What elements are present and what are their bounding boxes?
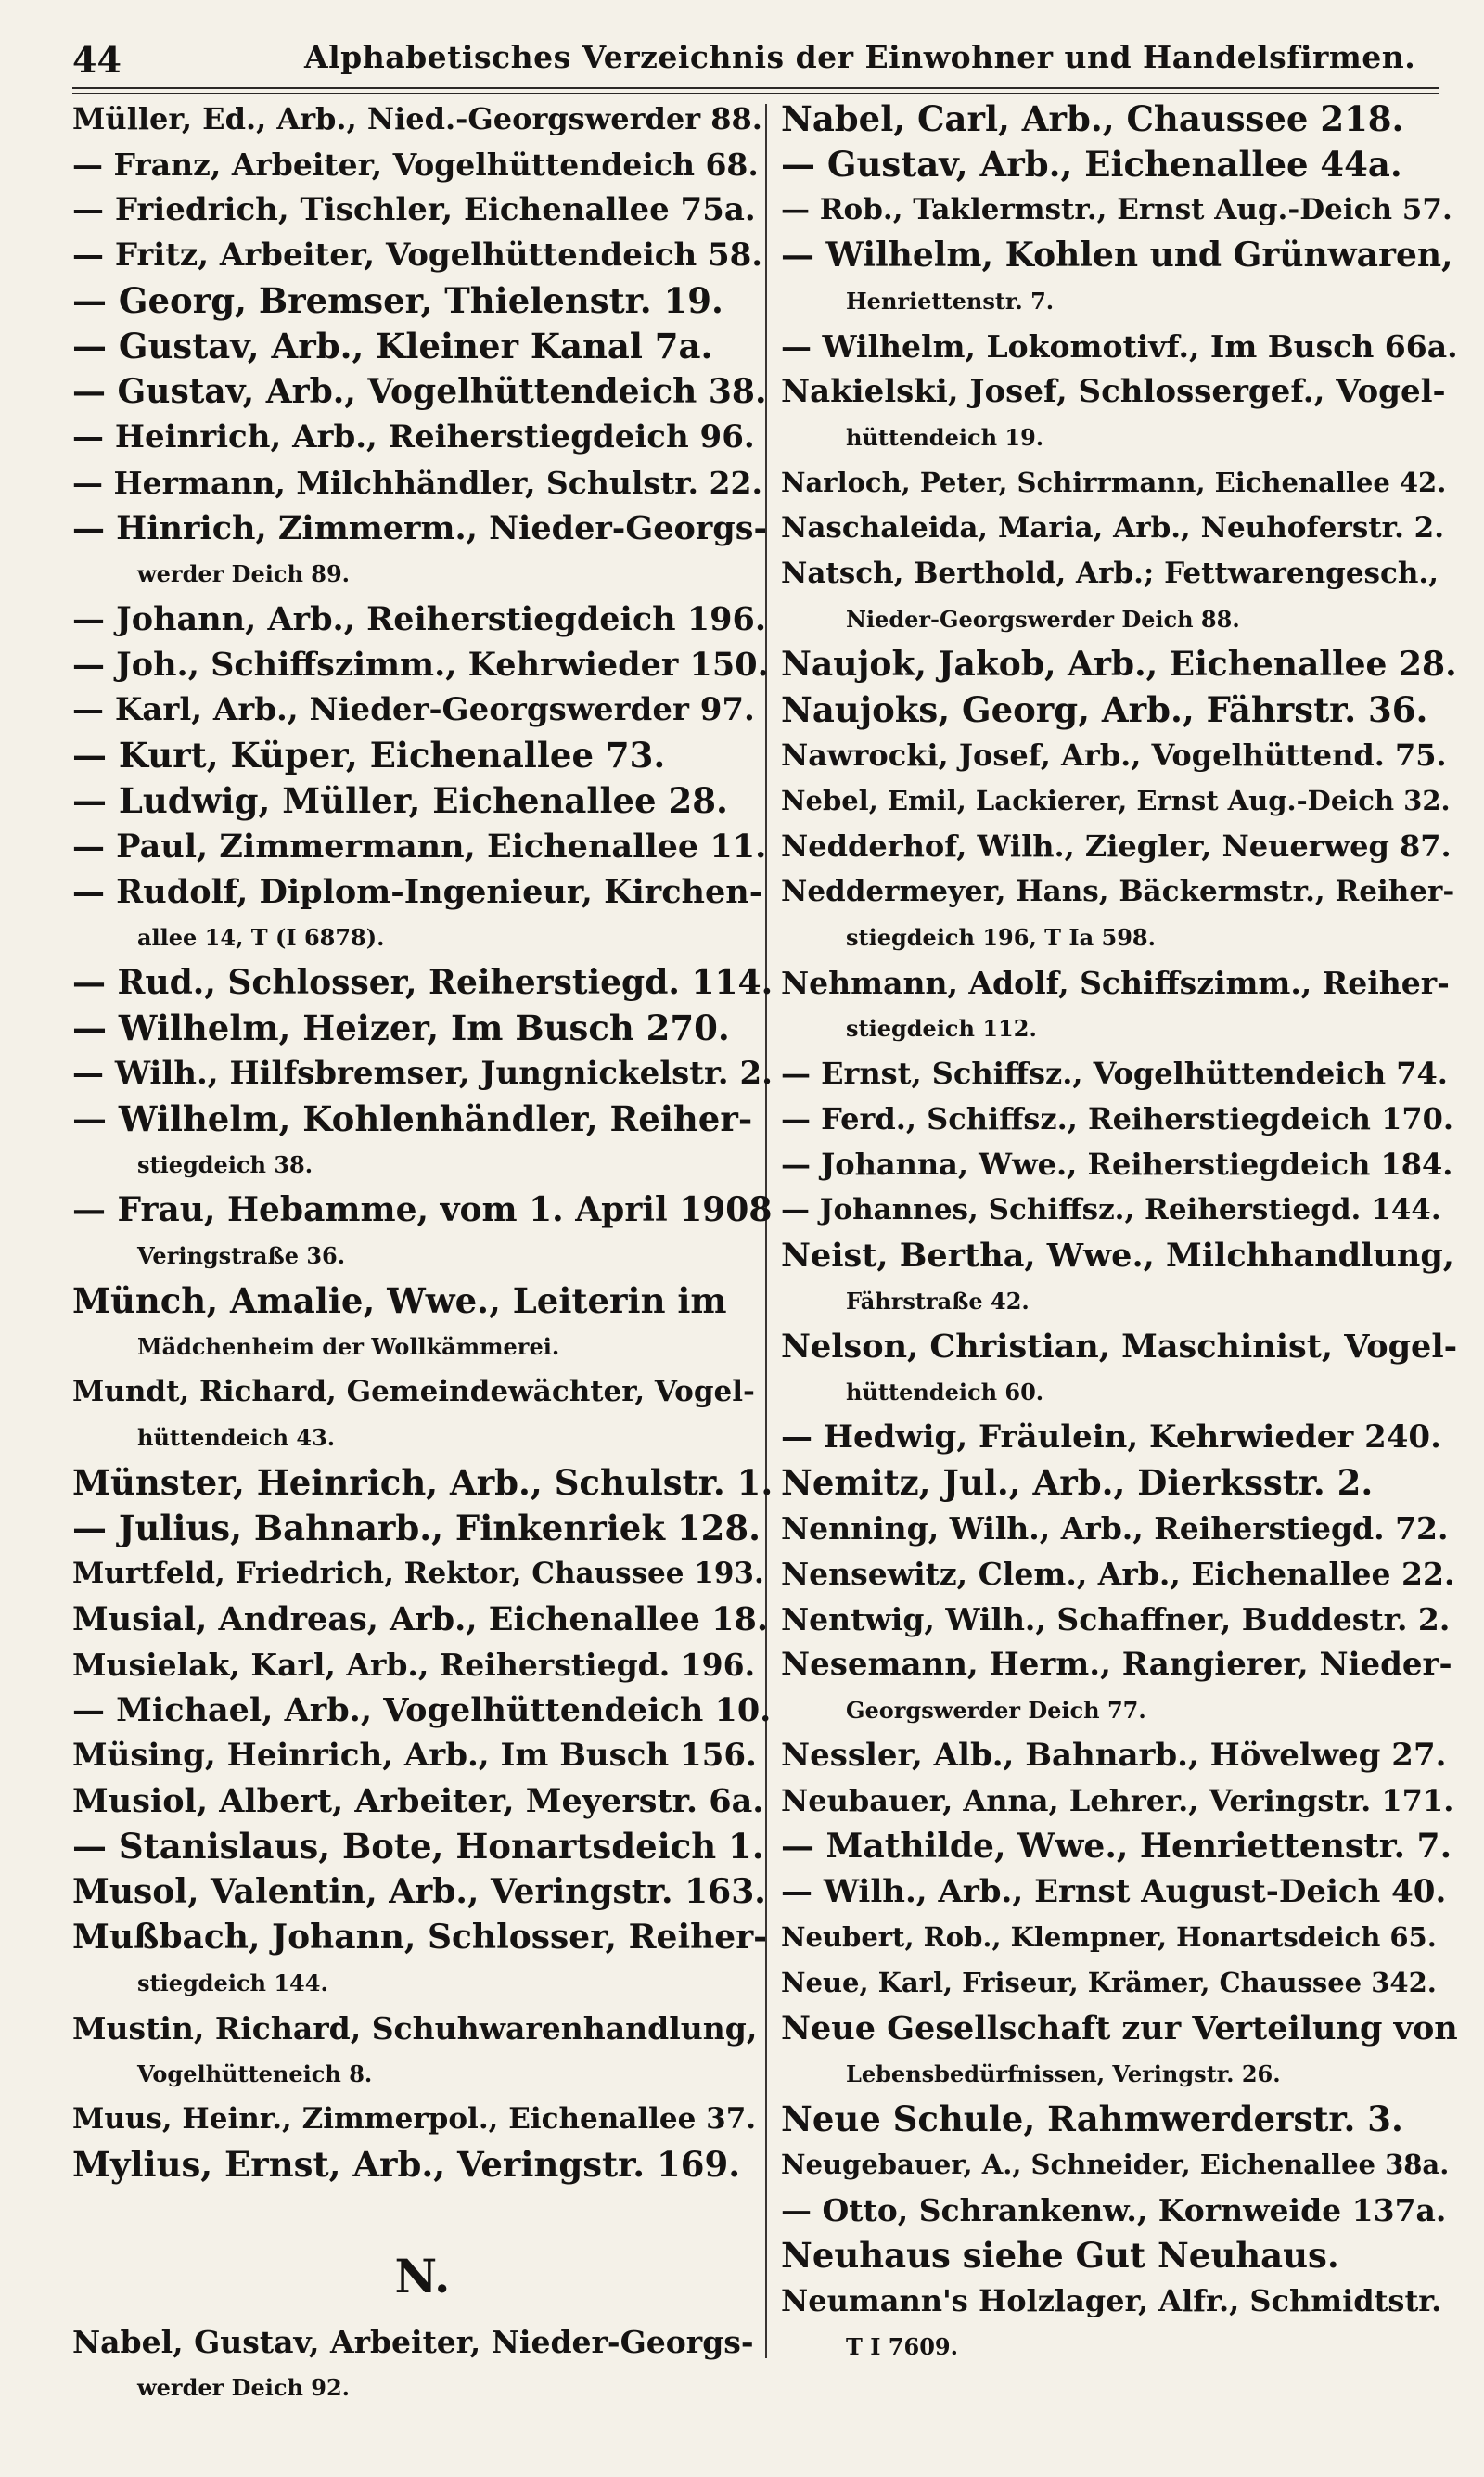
directory-entry	[72, 642, 773, 687]
entry-continuation: Veringstraße 36.	[137, 1242, 346, 1269]
directory-entry	[781, 1733, 1458, 1778]
directory-entry	[781, 1097, 1458, 1142]
entry-line: — Ferd., Schiffsz., Reiherstiegdeich 170.	[781, 1101, 1454, 1136]
entry-line: — Georg, Bremser, Thielenstr. 19.	[72, 280, 723, 321]
entry-line: — Karl, Arb., Nieder-Georgswerder 97.	[72, 691, 755, 728]
directory-entry	[72, 1097, 773, 1187]
entry-line: Nehmann, Adolf, Schiffszimm., Reiher-	[781, 965, 1450, 1001]
directory-entry	[72, 733, 773, 778]
entry-continuation: hüttendeich 19.	[846, 424, 1044, 451]
directory-entry	[72, 2006, 773, 2097]
entry-line: — Friedrich, Tischler, Eichenallee 75a.	[72, 191, 756, 228]
directory-entry	[781, 1551, 1458, 1597]
left-after-heading	[72, 2319, 773, 2410]
directory-entry	[72, 233, 773, 278]
entry-line: — Hinrich, Zimmerm., Nieder-Georgs-	[72, 509, 767, 547]
entry-line: Muus, Heinr., Zimmerpol., Eichenallee 37.	[72, 2102, 757, 2136]
directory-entry	[72, 824, 773, 869]
directory-entry	[781, 1324, 1458, 1415]
entry-line: Musol, Valentin, Arb., Veringstr. 163.	[72, 1872, 766, 1911]
entry-line: — Rud., Schlosser, Reiherstiegd. 114.	[72, 963, 774, 1002]
directory-entry	[72, 2097, 773, 2142]
directory-entry	[72, 96, 773, 142]
directory-entry	[72, 1733, 773, 1778]
page-number: 44	[72, 39, 122, 81]
directory-entry	[72, 187, 773, 233]
directory-entry	[72, 415, 773, 460]
entry-line: Münster, Heinrich, Arb., Schulstr. 1.	[72, 1462, 774, 1503]
directory-entry	[781, 1778, 1458, 1824]
entry-line: — Wilhelm, Heizer, Im Busch 270.	[72, 1007, 730, 1048]
directory-entry	[781, 1642, 1458, 1733]
entry-line: Neist, Bertha, Wwe., Milchhandlung,	[781, 1237, 1454, 1275]
entry-line: Neddermeyer, Hans, Bäckermstr., Reiher-	[781, 875, 1455, 908]
entry-line: Mußbach, Johann, Schlosser, Reiher-	[72, 1918, 768, 1957]
entry-line: Musial, Andreas, Arb., Eichenallee 18.	[72, 1600, 769, 1638]
directory-entry	[781, 869, 1458, 960]
entry-line: Münch, Amalie, Wwe., Leiterin im	[72, 1280, 727, 1321]
directory-entry	[781, 1960, 1458, 2006]
entry-line: — Hermann, Milchhändler, Schulstr. 22.	[72, 465, 762, 501]
directory-entry	[72, 1869, 773, 1915]
entry-line: — Ludwig, Müller, Eichenallee 28.	[72, 780, 728, 821]
entry-line: Neue, Karl, Friseur, Krämer, Chaussee 342.	[781, 1967, 1437, 1998]
entry-line: — Gustav, Arb., Eichenallee 44a.	[781, 144, 1402, 185]
entry-line: — Gustav, Arb., Vogelhüttendeich 38.	[72, 372, 767, 411]
directory-entry	[781, 233, 1458, 324]
directory-entry	[72, 1278, 773, 1369]
entry-line: Musiol, Albert, Arbeiter, Meyerstr. 6a.	[72, 1782, 764, 1820]
entry-line: Neue Gesellschaft zur Verteilung von	[781, 2009, 1458, 2047]
entry-continuation: T I 7609.	[846, 2333, 958, 2360]
entry-line: Musielak, Karl, Arb., Reiherstiegd. 196.	[72, 1647, 756, 1683]
running-title: Alphabetisches Verzeichnis der Einwohner und Handelsfirmen.	[304, 39, 1416, 75]
entry-line: Mylius, Ernst, Arb., Veringstr. 169.	[72, 2144, 741, 2185]
directory-entry	[72, 1051, 773, 1097]
directory-entry	[781, 1869, 1458, 1915]
entry-line: — Wilh., Arb., Ernst August-Deich 40.	[781, 1873, 1447, 1910]
entry-line: — Stanislaus, Bote, Honartsdeich 1.	[72, 1826, 764, 1867]
entry-line: Neugebauer, A., Schneider, Eichenallee 38a.	[781, 2149, 1450, 2180]
entry-continuation: stiegdeich 144.	[137, 1970, 328, 1996]
directory-entry	[72, 1642, 773, 1688]
left-entries	[72, 96, 773, 2188]
directory-entry	[72, 1688, 773, 1733]
entry-line: Naschaleida, Maria, Arb., Neuhoferstr. 2.	[781, 511, 1445, 545]
entry-line: Nebel, Emil, Lackierer, Ernst Aug.-Deich 32.	[781, 785, 1451, 816]
entry-continuation: hüttendeich 43.	[137, 1424, 336, 1451]
directory-entry	[72, 597, 773, 642]
entry-line: Naujok, Jakob, Arb., Eichenallee 28.	[781, 645, 1457, 684]
entry-continuation: Vogelhütteneich 8.	[137, 2060, 373, 2087]
directory-entry	[781, 460, 1458, 506]
entry-line: Naujoks, Georg, Arb., Fährstr. 36.	[781, 689, 1428, 730]
entry-line: — Heinrich, Arb., Reiherstiegdeich 96.	[72, 418, 755, 456]
entry-line: Nakielski, Josef, Schlossergef., Vogel-	[781, 373, 1446, 410]
entry-line: — Kurt, Küper, Eichenallee 73.	[72, 735, 666, 776]
entry-continuation: Lebensbedürfnissen, Veringstr. 26.	[846, 2060, 1281, 2087]
entry-line: Nesemann, Herm., Rangierer, Nieder-	[781, 1646, 1452, 1683]
directory-entry	[781, 733, 1458, 778]
right-column	[781, 96, 1458, 2369]
directory-entry	[781, 1142, 1458, 1187]
directory-entry	[781, 1051, 1458, 1097]
entry-line: — Wilhelm, Kohlenhändler, Reiher-	[72, 1098, 753, 1139]
directory-entry	[72, 1778, 773, 1824]
entry-line: — Johannes, Schiffsz., Reiherstiegd. 144.	[781, 1193, 1441, 1226]
directory-entry	[72, 687, 773, 733]
entry-line: — Wilhelm, Lokomotivf., Im Busch 66a.	[781, 328, 1458, 365]
directory-entry	[781, 1915, 1458, 1960]
directory-entry	[72, 778, 773, 824]
entry-line: — Ernst, Schiffsz., Vogelhüttendeich 74.	[781, 1056, 1448, 1091]
directory-entry	[781, 187, 1458, 233]
directory-entry	[781, 1824, 1458, 1869]
directory-entry	[781, 1460, 1458, 1506]
entry-line: Murtfeld, Friedrich, Rektor, Chaussee 193.	[72, 1557, 764, 1590]
entry-line: — Johanna, Wwe., Reiherstiegdeich 184.	[781, 1147, 1453, 1182]
entry-continuation: Nieder-Georgswerder Deich 88.	[846, 606, 1240, 633]
entry-line: — Paul, Zimmermann, Eichenallee 11.	[72, 828, 767, 866]
directory-entry	[72, 869, 773, 960]
entry-line: Nensewitz, Clem., Arb., Eichenallee 22.	[781, 1556, 1455, 1592]
entry-line: Müsing, Heinrich, Arb., Im Busch 156.	[72, 1737, 757, 1774]
entry-line: — Joh., Schiffszimm., Kehrwieder 150.	[72, 646, 769, 684]
entry-line: — Franz, Arbeiter, Vogelhüttendeich 68.	[72, 147, 759, 183]
directory-entry	[781, 506, 1458, 551]
directory-entry	[781, 142, 1458, 187]
entry-line: Nedderhof, Wilh., Ziegler, Neuerweg 87.	[781, 828, 1452, 864]
entry-line: Neuhaus siehe Gut Neuhaus.	[781, 2235, 1339, 2276]
right-entries	[781, 96, 1458, 2369]
directory-entry	[72, 960, 773, 1006]
entry-line: — Fritz, Arbeiter, Vogelhüttendeich 58.	[72, 237, 763, 274]
entry-line: — Gustav, Arb., Kleiner Kanal 7a.	[72, 326, 713, 366]
entry-continuation: werder Deich 92.	[137, 2374, 350, 2401]
directory-entry	[781, 324, 1458, 369]
directory-entry	[781, 1415, 1458, 1460]
directory-entry	[781, 2006, 1458, 2097]
directory-entry	[781, 960, 1458, 1051]
directory-entry	[72, 460, 773, 506]
directory-entry	[781, 1597, 1458, 1642]
directory-entry	[781, 2142, 1458, 2188]
entry-line: Müller, Ed., Arb., Nied.-Georgswerder 88.	[72, 101, 762, 136]
entry-line: — Wilhelm, Kohlen und Grünwaren,	[781, 236, 1453, 275]
entry-continuation: stiegdeich 38.	[137, 1151, 313, 1178]
entry-continuation: Mädchenheim der Wollkämmerei.	[137, 1333, 560, 1360]
left-column	[72, 96, 773, 2410]
directory-entry	[781, 1187, 1458, 1233]
entry-line: Nelson, Christian, Maschinist, Vogel-	[781, 1328, 1458, 1366]
entry-line: Mustin, Richard, Schuhwarenhandlung,	[72, 2010, 758, 2047]
directory-entry	[72, 324, 773, 369]
entry-continuation: stiegdeich 196, T Ia 598.	[846, 924, 1156, 951]
entry-line: — Frau, Hebamme, vom 1. April 1908	[72, 1190, 773, 1229]
entry-line: — Rob., Taklermstr., Ernst Aug.-Deich 57.	[781, 193, 1452, 226]
entry-line: Nabel, Gustav, Arbeiter, Nieder-Georgs-	[72, 2324, 754, 2360]
entry-line: Neubauer, Anna, Lehrer., Veringstr. 171.	[781, 1783, 1454, 1818]
entry-continuation: Henriettenstr. 7.	[846, 288, 1055, 314]
directory-entry	[72, 506, 773, 597]
directory-entry	[781, 2188, 1458, 2233]
entry-line: Nessler, Alb., Bahnarb., Hövelweg 27.	[781, 1737, 1447, 1774]
directory-entry	[72, 2319, 773, 2410]
directory-entry	[781, 687, 1458, 733]
directory-entry	[72, 1506, 773, 1551]
directory-entry	[72, 1187, 773, 1278]
entry-line: Nemitz, Jul., Arb., Dierksstr. 2.	[781, 1462, 1374, 1503]
directory-entry	[72, 2142, 773, 2188]
directory-entry	[72, 1551, 773, 1597]
directory-entry	[72, 278, 773, 324]
directory-entry	[72, 1006, 773, 1051]
page-header	[72, 35, 1439, 89]
entry-line: Neumann's Holzlager, Alfr., Schmidtstr.	[781, 2283, 1442, 2318]
directory-entry	[781, 2278, 1458, 2369]
entry-continuation: Fährstraße 42.	[846, 1288, 1030, 1315]
entry-line: Neubert, Rob., Klempner, Honartsdeich 65.	[781, 1921, 1437, 1953]
directory-entry	[72, 142, 773, 187]
directory-entry	[781, 824, 1458, 869]
entry-line: — Otto, Schrankenw., Kornweide 137a.	[781, 2192, 1447, 2228]
directory-entry	[72, 1597, 773, 1642]
entry-line: — Mathilde, Wwe., Henriettenstr. 7.	[781, 1827, 1452, 1866]
directory-entry	[781, 778, 1458, 824]
entry-line: Nenning, Wilh., Arb., Reiherstiegd. 72.	[781, 1510, 1449, 1547]
directory-entry	[72, 1460, 773, 1506]
directory-entry	[72, 1915, 773, 2006]
directory-entry	[72, 369, 773, 415]
header-rule	[72, 93, 1439, 94]
entry-continuation: allee 14, T (I 6878).	[137, 924, 385, 951]
directory-entry	[781, 96, 1458, 142]
entry-line: Narloch, Peter, Schirrmann, Eichenallee 42.	[781, 467, 1447, 498]
directory-entry	[781, 2097, 1458, 2142]
directory-entry	[781, 369, 1458, 460]
directory-entry	[781, 551, 1458, 642]
section-heading-n: N.	[394, 2249, 451, 2304]
entry-line: — Johann, Arb., Reiherstiegdeich 196.	[72, 600, 767, 638]
directory-entry	[781, 1233, 1458, 1324]
directory-entry	[72, 1369, 773, 1460]
entry-continuation: stiegdeich 112.	[846, 1015, 1037, 1042]
entry-continuation: werder Deich 89.	[137, 560, 350, 587]
entry-line: — Julius, Bahnarb., Finkenriek 128.	[72, 1508, 761, 1548]
directory-entry	[72, 1824, 773, 1869]
entry-line: Natsch, Berthold, Arb.; Fettwarengesch.,	[781, 557, 1439, 590]
entry-line: — Michael, Arb., Vogelhüttendeich 10.	[72, 1691, 772, 1729]
entry-continuation: Georgswerder Deich 77.	[846, 1697, 1146, 1724]
entry-line: Nentwig, Wilh., Schaffner, Buddestr. 2.	[781, 1601, 1451, 1637]
entry-line: — Hedwig, Fräulein, Kehrwieder 240.	[781, 1418, 1441, 1456]
entry-line: Neue Schule, Rahmwerderstr. 3.	[781, 2098, 1403, 2139]
entry-line: Nawrocki, Josef, Arb., Vogelhüttend. 75.	[781, 738, 1447, 773]
entry-line: — Wilh., Hilfsbremser, Jungnickelstr. 2.	[72, 1055, 773, 1092]
entry-line: Mundt, Richard, Gemeindewächter, Vogel-	[72, 1375, 755, 1408]
directory-entry	[781, 1506, 1458, 1551]
entry-line: Nabel, Carl, Arb., Chaussee 218.	[781, 98, 1404, 139]
directory-entry	[781, 2233, 1458, 2278]
entry-line: — Rudolf, Diplom-Ingenieur, Kirchen-	[72, 873, 763, 911]
directory-entry	[781, 642, 1458, 687]
entry-continuation: hüttendeich 60.	[846, 1379, 1044, 1405]
